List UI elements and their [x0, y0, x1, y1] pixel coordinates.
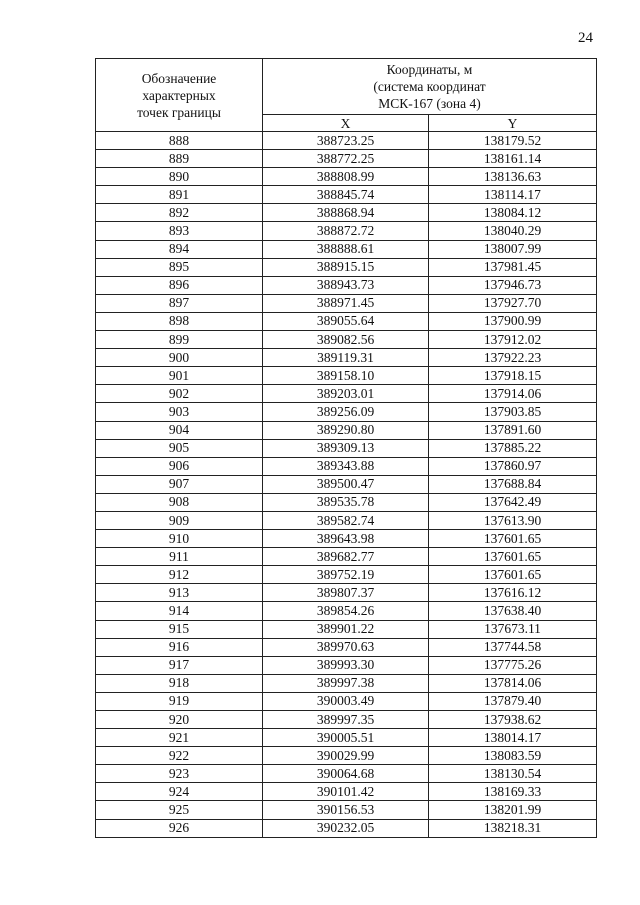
- y-coordinate-cell: 137860.97: [429, 457, 597, 475]
- table-row: [96, 530, 597, 548]
- y-coordinate-cell: 138007.99: [429, 240, 597, 258]
- point-cell: 912: [96, 566, 263, 584]
- x-coordinate-cell: 390101.42: [263, 783, 429, 801]
- point-cell: 913: [96, 584, 263, 602]
- table-header-row: [96, 59, 597, 115]
- table-row: [96, 493, 597, 511]
- x-coordinate-cell: 389901.22: [263, 620, 429, 638]
- table-row: [96, 584, 597, 602]
- table-row: [96, 711, 597, 729]
- table-row: [96, 312, 597, 330]
- point-cell: 891: [96, 186, 263, 204]
- y-coordinate-cell: 137912.02: [429, 331, 597, 349]
- x-coordinate-cell: 388868.94: [263, 204, 429, 222]
- coordinates-table: [95, 58, 597, 838]
- table-row: [96, 186, 597, 204]
- x-coordinate-cell: 389535.78: [263, 493, 429, 511]
- coords-header-line: МСК-167 (зона 4): [378, 96, 481, 111]
- y-coordinate-cell: 137891.60: [429, 421, 597, 439]
- x-coordinate-cell: 388772.25: [263, 150, 429, 168]
- point-header-line: характерных: [142, 87, 216, 103]
- table-row: [96, 729, 597, 747]
- point-cell: 908: [96, 493, 263, 511]
- x-coordinate-cell: 390156.53: [263, 801, 429, 819]
- point-header-line: точек границы: [137, 104, 221, 120]
- point-cell: 901: [96, 367, 263, 385]
- x-coordinate-cell: 390064.68: [263, 765, 429, 783]
- x-coordinate-cell: 389970.63: [263, 638, 429, 656]
- point-cell: 898: [96, 312, 263, 330]
- point-cell: 915: [96, 620, 263, 638]
- point-cell: 900: [96, 349, 263, 367]
- table-row: [96, 240, 597, 258]
- x-coordinate-cell: 388943.73: [263, 276, 429, 294]
- point-cell: 905: [96, 439, 263, 457]
- table-row: [96, 132, 597, 150]
- y-coordinate-cell: 137775.26: [429, 656, 597, 674]
- point-cell: 916: [96, 638, 263, 656]
- table-row: [96, 349, 597, 367]
- table-row: [96, 150, 597, 168]
- y-coordinate-cell: 138114.17: [429, 186, 597, 204]
- point-cell: 918: [96, 674, 263, 692]
- point-cell: 925: [96, 801, 263, 819]
- y-coordinate-cell: 137981.45: [429, 258, 597, 276]
- point-cell: 910: [96, 530, 263, 548]
- y-coordinate-cell: 137938.62: [429, 711, 597, 729]
- y-coordinate-cell: 137616.12: [429, 584, 597, 602]
- page-number: 24: [578, 30, 593, 46]
- point-cell: 888: [96, 132, 263, 150]
- y-coordinate-cell: 138179.52: [429, 132, 597, 150]
- point-cell: 903: [96, 403, 263, 421]
- x-coordinate-cell: 389343.88: [263, 457, 429, 475]
- table-row: [96, 765, 597, 783]
- point-cell: 924: [96, 783, 263, 801]
- y-coordinate-cell: 137885.22: [429, 439, 597, 457]
- point-cell: 897: [96, 294, 263, 312]
- table-row: [96, 747, 597, 765]
- point-cell: 895: [96, 258, 263, 276]
- point-cell: 892: [96, 204, 263, 222]
- table-row: [96, 258, 597, 276]
- y-coordinate-cell: 138136.63: [429, 168, 597, 186]
- x-coordinate-cell: 390232.05: [263, 819, 429, 837]
- y-column-header: Y: [429, 115, 597, 132]
- point-cell: 902: [96, 385, 263, 403]
- table-row: [96, 819, 597, 837]
- x-coordinate-cell: 389643.98: [263, 530, 429, 548]
- y-coordinate-cell: 138169.33: [429, 783, 597, 801]
- point-cell: 911: [96, 548, 263, 566]
- coords-header-line: Координаты, м: [386, 62, 473, 77]
- table-row: [96, 566, 597, 584]
- point-header-line: Обозначение: [141, 70, 217, 86]
- point-cell: 926: [96, 819, 263, 837]
- y-coordinate-cell: 137922.23: [429, 349, 597, 367]
- point-cell: 899: [96, 331, 263, 349]
- table-row: [96, 385, 597, 403]
- y-coordinate-cell: 137601.65: [429, 566, 597, 584]
- x-coordinate-cell: 388872.72: [263, 222, 429, 240]
- x-coordinate-cell: 389082.56: [263, 331, 429, 349]
- x-coordinate-cell: 389119.31: [263, 349, 429, 367]
- x-coordinate-cell: 389997.35: [263, 711, 429, 729]
- y-coordinate-cell: 138083.59: [429, 747, 597, 765]
- x-coordinate-cell: 388723.25: [263, 132, 429, 150]
- table-row: [96, 403, 597, 421]
- x-coordinate-cell: 389997.38: [263, 674, 429, 692]
- point-cell: 920: [96, 711, 263, 729]
- x-coordinate-cell: 390005.51: [263, 729, 429, 747]
- point-cell: 889: [96, 150, 263, 168]
- table-row: [96, 656, 597, 674]
- y-coordinate-cell: 137601.65: [429, 530, 597, 548]
- y-coordinate-cell: 138084.12: [429, 204, 597, 222]
- point-cell: 893: [96, 222, 263, 240]
- point-cell: 894: [96, 240, 263, 258]
- y-coordinate-cell: 137601.65: [429, 548, 597, 566]
- x-coordinate-cell: 389203.01: [263, 385, 429, 403]
- y-coordinate-cell: 137688.84: [429, 475, 597, 493]
- y-coordinate-cell: 137642.49: [429, 493, 597, 511]
- coords-header-line: (система координат: [373, 79, 486, 94]
- y-coordinate-cell: 138130.54: [429, 765, 597, 783]
- table-row: [96, 801, 597, 819]
- table-row: [96, 602, 597, 620]
- table-row: [96, 692, 597, 710]
- x-coordinate-cell: 388845.74: [263, 186, 429, 204]
- y-coordinate-cell: 137744.58: [429, 638, 597, 656]
- table-row: [96, 331, 597, 349]
- y-coordinate-cell: 137914.06: [429, 385, 597, 403]
- point-cell: 917: [96, 656, 263, 674]
- point-cell: 919: [96, 692, 263, 710]
- x-coordinate-cell: 389682.77: [263, 548, 429, 566]
- point-cell: 909: [96, 511, 263, 529]
- table-row: [96, 620, 597, 638]
- x-coordinate-cell: 389500.47: [263, 475, 429, 493]
- y-coordinate-cell: 137673.11: [429, 620, 597, 638]
- y-coordinate-cell: 137903.85: [429, 403, 597, 421]
- x-coordinate-cell: 389993.30: [263, 656, 429, 674]
- table-row: [96, 475, 597, 493]
- point-cell: 906: [96, 457, 263, 475]
- table-row: [96, 783, 597, 801]
- coordinates-header: [263, 59, 597, 115]
- point-cell: 923: [96, 765, 263, 783]
- table-row: [96, 421, 597, 439]
- x-coordinate-cell: 388915.15: [263, 258, 429, 276]
- table-row: [96, 367, 597, 385]
- table-row: [96, 511, 597, 529]
- y-coordinate-cell: 138040.29: [429, 222, 597, 240]
- point-cell: 890: [96, 168, 263, 186]
- table-row: [96, 204, 597, 222]
- y-coordinate-cell: 137918.15: [429, 367, 597, 385]
- table-row: [96, 168, 597, 186]
- point-cell: 921: [96, 729, 263, 747]
- y-coordinate-cell: 137927.70: [429, 294, 597, 312]
- point-cell: 896: [96, 276, 263, 294]
- point-cell: 914: [96, 602, 263, 620]
- x-coordinate-cell: 389055.64: [263, 312, 429, 330]
- point-cell: 907: [96, 475, 263, 493]
- x-coordinate-cell: 389309.13: [263, 439, 429, 457]
- y-coordinate-cell: 137613.90: [429, 511, 597, 529]
- y-coordinate-cell: 137900.99: [429, 312, 597, 330]
- x-column-header: X: [263, 115, 429, 132]
- x-coordinate-cell: 389854.26: [263, 602, 429, 620]
- y-coordinate-cell: 137638.40: [429, 602, 597, 620]
- x-coordinate-cell: 389256.09: [263, 403, 429, 421]
- table-row: [96, 294, 597, 312]
- y-coordinate-cell: 137879.40: [429, 692, 597, 710]
- x-coordinate-cell: 390003.49: [263, 692, 429, 710]
- table-row: [96, 548, 597, 566]
- point-cell: 922: [96, 747, 263, 765]
- table-row: [96, 439, 597, 457]
- x-coordinate-cell: 388971.45: [263, 294, 429, 312]
- table-row: [96, 276, 597, 294]
- x-coordinate-cell: 388808.99: [263, 168, 429, 186]
- coordinates-table-body: [96, 132, 597, 838]
- y-coordinate-cell: 138201.99: [429, 801, 597, 819]
- y-coordinate-cell: 138218.31: [429, 819, 597, 837]
- table-row: [96, 638, 597, 656]
- x-coordinate-cell: 389158.10: [263, 367, 429, 385]
- y-coordinate-cell: 138014.17: [429, 729, 597, 747]
- y-coordinate-cell: 137814.06: [429, 674, 597, 692]
- table-row: [96, 222, 597, 240]
- x-coordinate-cell: 388888.61: [263, 240, 429, 258]
- y-coordinate-cell: 138161.14: [429, 150, 597, 168]
- point-designation-header: [96, 59, 263, 132]
- x-coordinate-cell: 389752.19: [263, 566, 429, 584]
- y-coordinate-cell: 137946.73: [429, 276, 597, 294]
- point-cell: 904: [96, 421, 263, 439]
- x-coordinate-cell: 389807.37: [263, 584, 429, 602]
- table-row: [96, 674, 597, 692]
- table-row: [96, 457, 597, 475]
- x-coordinate-cell: 389290.80: [263, 421, 429, 439]
- x-coordinate-cell: 389582.74: [263, 511, 429, 529]
- x-coordinate-cell: 390029.99: [263, 747, 429, 765]
